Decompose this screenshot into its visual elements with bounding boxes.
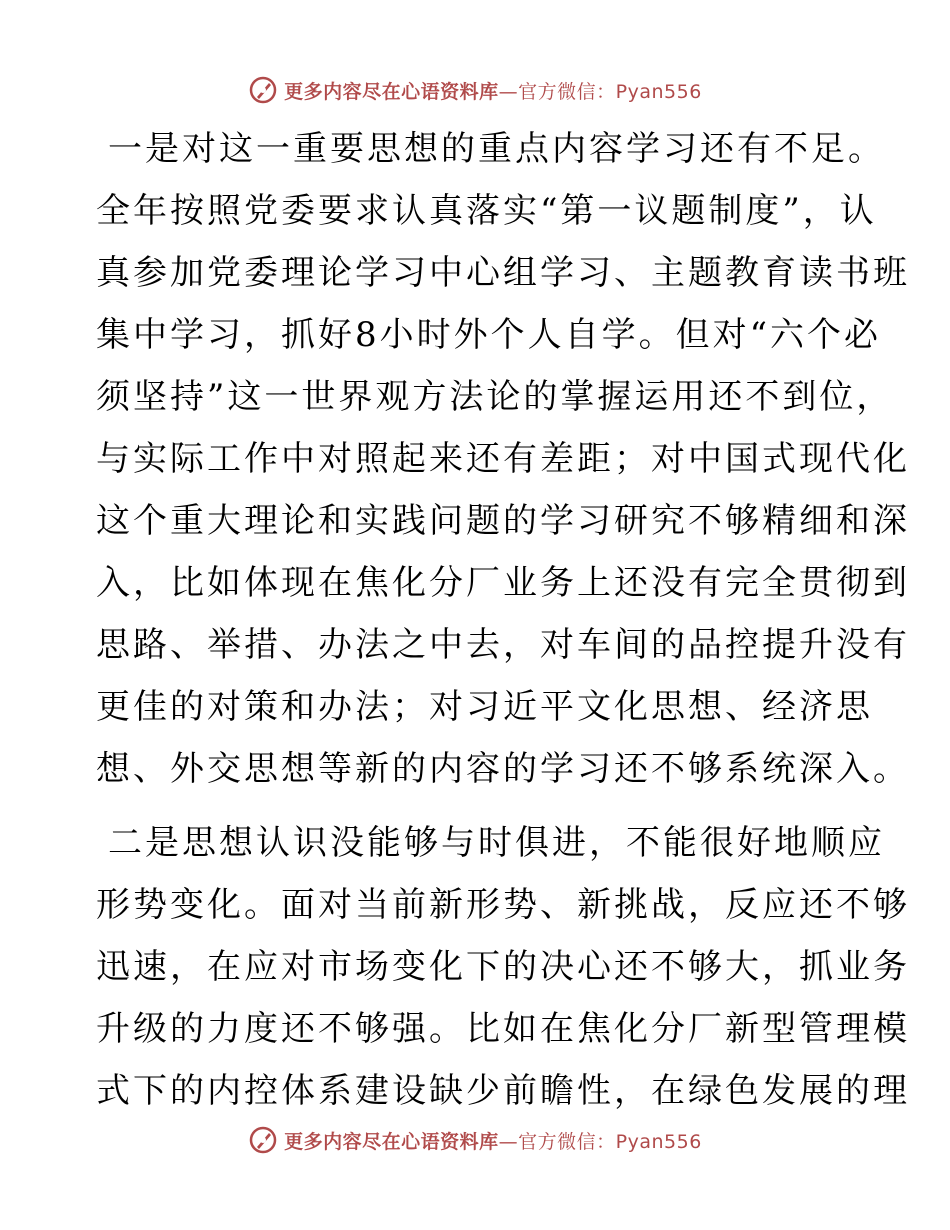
quill-logo-icon bbox=[248, 75, 278, 105]
text-line: 思路、举措、办法之中去，对车间的品控提升没有 bbox=[96, 625, 910, 665]
paragraph-1 bbox=[96, 118, 910, 800]
text-line: 这个重大理论和实践问题的学习研究不够精细和深 bbox=[96, 501, 910, 541]
text-line: 与实际工作中对照起来还有差距；对中国式现代化 bbox=[96, 439, 910, 479]
text-line: 升级的力度还不够强。比如在焦化分厂新型管理模 bbox=[96, 1009, 910, 1049]
text-line: 入，比如体现在焦化分厂业务上还没有完全贯彻到 bbox=[96, 563, 910, 603]
watermark-contact: —官方微信：Pyan556 bbox=[498, 1130, 702, 1153]
watermark-text: 更多内容尽在心语资料库 bbox=[284, 1130, 499, 1153]
footer-watermark bbox=[0, 1120, 950, 1160]
watermark-text: 更多内容尽在心语资料库 bbox=[284, 80, 499, 103]
text-line: 真参加党委理论学习中心组学习、主题教育读书班 bbox=[96, 253, 910, 293]
text-line: 式下的内控体系建设缺少前瞻性，在绿色发展的理 bbox=[96, 1071, 910, 1111]
text-line: 一是对这一重要思想的重点内容学习还有不足。 bbox=[108, 129, 885, 169]
text-line: 想、外交思想等新的内容的学习还不够系统深入。 bbox=[96, 749, 910, 789]
paragraph-2 bbox=[96, 812, 910, 1122]
text-line: 集中学习，抓好8小时外个人自学。但对“六个必 bbox=[96, 315, 882, 355]
text-line: 全年按照党委要求认真落实“第一议题制度”，认 bbox=[96, 191, 877, 231]
text-line: 迅速，在应对市场变化下的决心还不够大，抓业务 bbox=[96, 947, 910, 987]
text-line: 更佳的对策和办法；对习近平文化思想、经济思 bbox=[96, 687, 873, 727]
watermark-contact: —官方微信：Pyan556 bbox=[498, 80, 702, 103]
text-line: 须坚持”这一世界观方法论的掌握运用还不到位， bbox=[96, 377, 894, 417]
header-watermark bbox=[0, 70, 950, 110]
quill-logo-icon bbox=[248, 1125, 278, 1155]
document-body bbox=[96, 118, 910, 1122]
text-line: 形势变化。面对当前新形势、新挑战，反应还不够 bbox=[96, 885, 910, 925]
text-line: 二是思想认识没能够与时俱进，不能很好地顺应 bbox=[108, 823, 885, 863]
